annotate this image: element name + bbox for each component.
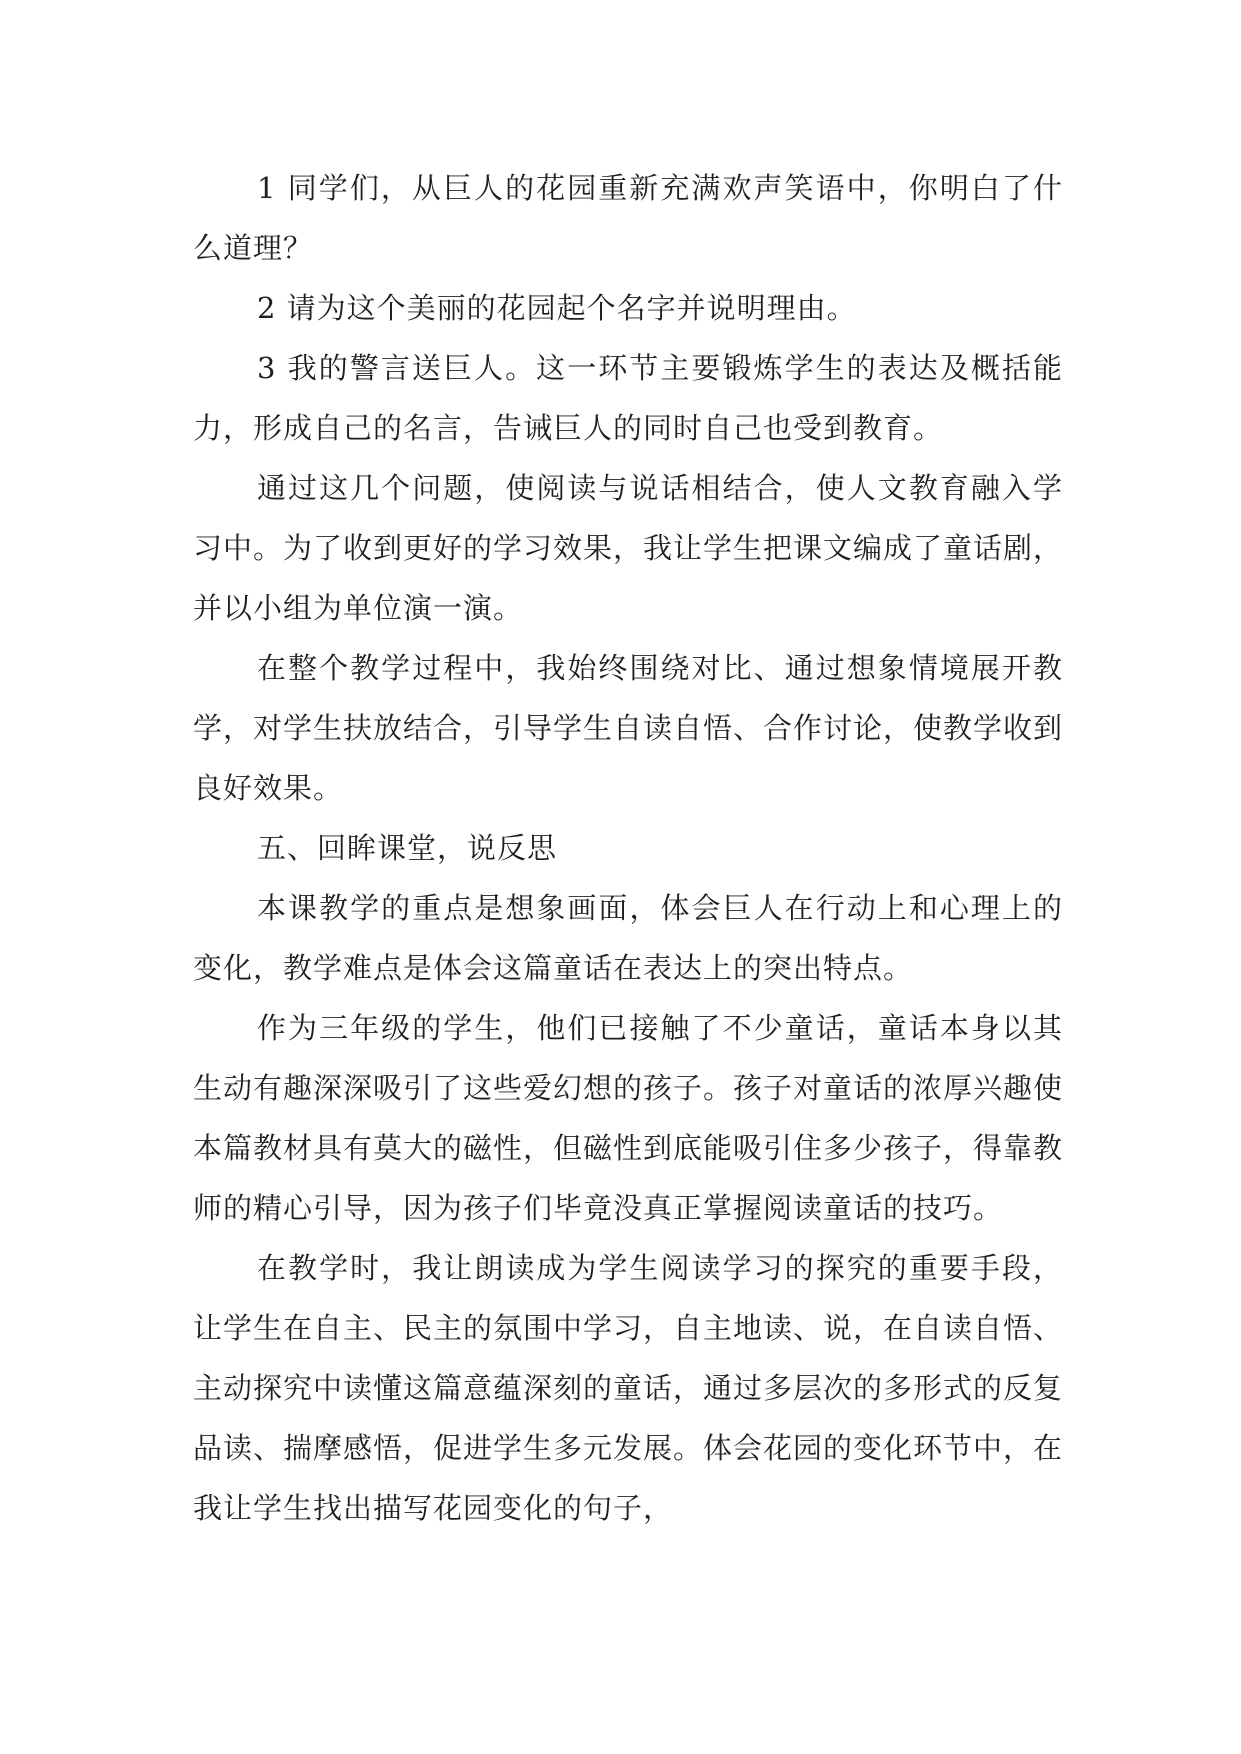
paragraph: 本课教学的重点是想象画面，体会巨人在行动上和心理上的变化，教学难点是体会这篇童话在表达上的突出特点。: [193, 891, 1063, 985]
paragraph: 作为三年级的学生，他们已接触了不少童话，童话本身以其生动有趣深深吸引了这些爱幻想的孩子。孩子对童话的浓厚兴趣使本篇教材具有莫大的磁性，但磁性到底能吸引住多少孩子，得靠教师的精心引导，因为孩子们毕竟没真正掌握阅读童话的技巧。: [193, 1011, 1064, 1225]
section-heading: 五、回眸课堂，说反思: [257, 831, 558, 865]
paragraph: 在教学时，我让朗读成为学生阅读学习的探究的重要手段，让学生在自主、民主的氛围中学习，自主地读、说，在自读自悟、主动探究中读懂这篇意蕴深刻的童话，通过多层次的多形式的反复品读、揣摩感悟，促进学生多元发展。体会花园的变化环节中，在我让学生找出描写花园变化的句子，: [193, 1251, 1064, 1525]
paragraph: 在整个教学过程中，我始终围绕对比、通过想象情境展开教学，对学生扶放结合，引导学生自读自悟、合作讨论，使教学收到良好效果。: [193, 651, 1064, 805]
document-body: [193, 158, 1063, 1538]
paragraph: 3 我的警言送巨人。这一环节主要锻炼学生的表达及概括能力，形成自己的名言，告诫巨人的同时自己也受到教育。: [193, 351, 1063, 445]
paragraph: 通过这几个问题，使阅读与说话相结合，使人文教育融入学习中。为了收到更好的学习效果，我让学生把课文编成了童话剧，并以小组为单位演一演。: [193, 471, 1064, 625]
paragraph: 1 同学们，从巨人的花园重新充满欢声笑语中，你明白了什么道理？: [193, 171, 1063, 265]
paragraph: 2 请为这个美丽的花园起个名字并说明理由。: [257, 291, 857, 325]
